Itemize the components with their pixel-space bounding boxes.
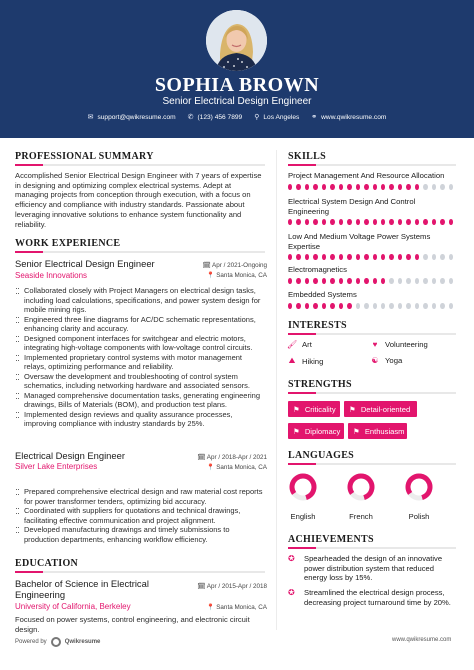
skill-dot [322, 184, 326, 190]
skill-item [288, 171, 453, 190]
skill-dot [339, 278, 343, 284]
experience-divider [15, 251, 265, 253]
language-label: Polish [408, 512, 430, 521]
achievements-divider [288, 547, 456, 549]
job-location: 📍 Santa Monica, CA [206, 464, 267, 471]
education-dates-text: Apr / 2015-Apr / 2018 [206, 583, 267, 590]
job-dates-text: Apr / 2021-Ongoing [212, 262, 267, 269]
skill-dot [373, 254, 377, 260]
skill-dot [339, 184, 343, 190]
interest-item [370, 340, 428, 349]
skill-dot [381, 184, 385, 190]
skill-dot [449, 219, 453, 225]
languages-divider [288, 463, 456, 465]
candidate-title: Senior Electrical Design Engineer [162, 96, 312, 107]
skill-dot [296, 254, 300, 260]
skill-dot [347, 254, 351, 260]
brush-icon: 🖌 [287, 340, 298, 349]
job-dates-text: Apr / 2018-Apr / 2021 [206, 454, 267, 461]
skill-label: Low And Medium Voltage Power Systems Expertise [288, 232, 431, 251]
skill-dot [423, 303, 427, 309]
education-heading: EDUCATION [15, 558, 79, 569]
interest-item [287, 356, 323, 366]
skill-dot [356, 219, 360, 225]
skill-dot [381, 254, 385, 260]
footer-powered [15, 637, 100, 647]
skill-dot [364, 278, 368, 284]
skill-dot [432, 184, 436, 190]
skill-dot [364, 254, 368, 260]
contact-email[interactable] [88, 113, 176, 121]
skill-dot [356, 278, 360, 284]
skill-dot [440, 278, 444, 284]
list-item: Implemented design reviews and quality assurance processes, improving compliance with industry standards by 25%. [15, 410, 265, 429]
strength-chip [344, 401, 417, 417]
skill-dot [339, 303, 343, 309]
skill-dot [406, 278, 410, 284]
skill-item [288, 232, 453, 260]
language-meter [347, 473, 375, 501]
skill-dot [415, 219, 419, 225]
skill-dot [389, 184, 393, 190]
skill-dot [440, 254, 444, 260]
skill-label: Embedded Systems [288, 290, 357, 299]
job-bullets [15, 286, 265, 429]
hand-heart-icon: ♥ [372, 340, 378, 349]
skill-dot [313, 254, 317, 260]
location-pin-icon: ⚲ [254, 114, 260, 121]
skill-dot [449, 303, 453, 309]
achievement-text: Streamlined the electrical design process, decreasing project turnaround time by 20%. [304, 588, 451, 607]
job-title: Senior Electrical Design Engineer [15, 258, 155, 269]
skill-dot [296, 219, 300, 225]
hiking-icon: ⛰ [288, 356, 296, 365]
skill-dot [406, 303, 410, 309]
candidate-name: SOPHIA BROWN [154, 74, 320, 96]
skill-dot [305, 219, 309, 225]
skill-dot [364, 303, 368, 309]
strength-label: Diplomacy [304, 426, 341, 436]
skill-dot [313, 184, 317, 190]
skill-dot [398, 184, 402, 190]
resume-header [0, 0, 474, 138]
strength-chip [288, 423, 344, 439]
skill-rating [288, 303, 453, 309]
education-dates: 🗓 Apr / 2015-Apr / 2018 [197, 583, 267, 590]
skill-label: Project Management And Resource Allocation [288, 171, 445, 180]
interests-divider [288, 333, 456, 335]
skill-dot [288, 219, 292, 225]
flag-icon: ⚑ [349, 404, 356, 414]
strength-label: Enthusiasm [364, 426, 405, 436]
flag-icon: ⚑ [293, 404, 300, 414]
skill-dot [356, 254, 360, 260]
skill-dot [322, 278, 326, 284]
website-text: www.qwikresume.com [321, 113, 387, 121]
contact-website[interactable] [311, 113, 386, 121]
skill-dot [305, 278, 309, 284]
interest-item [287, 340, 312, 349]
skill-dot [347, 278, 351, 284]
brand-text: Qwikresume [64, 639, 101, 645]
skill-dot [347, 219, 351, 225]
skill-dot [330, 303, 334, 309]
list-item: Prepared comprehensive electrical design and raw material cost reports for power transformer tenders, optimizing bid accuracy. [15, 487, 265, 506]
skill-item [288, 197, 453, 225]
job-bullets [15, 487, 265, 544]
skill-dot [364, 219, 368, 225]
education-text: Focused on power systems, control engineering, and electronic circuit design. [15, 615, 250, 634]
strengths-divider [288, 392, 456, 394]
summary-text: Accomplished Senior Electrical Design Engineer with 7 years of expertise in designing and optimizing complex electrical systems. Adept at managing projects from conception through execution, with a focus on efficiency and compliance with industry standards. Passionate about leveraging innovative solutions to enhance system functionality and reliability. [15, 171, 262, 229]
strength-label: Criticality [304, 404, 336, 414]
skill-dot [389, 254, 393, 260]
skill-dot [330, 184, 334, 190]
skill-rating [288, 219, 453, 225]
strength-chip [288, 401, 340, 417]
skill-dot [381, 219, 385, 225]
envelope-icon: ✉ [87, 114, 94, 121]
summary-heading: PROFESSIONAL SUMMARY [15, 151, 154, 162]
school-name: University of California, Berkeley [15, 602, 131, 611]
skill-dot [288, 278, 292, 284]
skill-dot [432, 278, 436, 284]
flag-icon: ⚑ [293, 426, 300, 436]
skill-dot [356, 303, 360, 309]
language-label: English [290, 512, 316, 521]
job-location-text: Santa Monica, CA [216, 272, 267, 279]
skill-dot [449, 184, 453, 190]
skill-dot [339, 219, 343, 225]
contact-bar [0, 113, 474, 121]
languages-heading: LANGUAGES [288, 450, 355, 461]
qwikresume-logo-icon [51, 637, 61, 647]
interest-item [370, 356, 402, 365]
education-divider [15, 571, 265, 573]
strength-label: Detail-oriented [360, 404, 411, 414]
interest-label: Hiking [302, 356, 324, 366]
education-location-text: Santa Monica, CA [216, 604, 267, 611]
powered-by-text: Powered by [15, 639, 47, 645]
skill-dot [381, 303, 385, 309]
skill-dot [440, 219, 444, 225]
skill-dot [288, 254, 292, 260]
skill-dot [449, 254, 453, 260]
phone-icon: ✆ [187, 114, 194, 121]
list-item: Developed manufacturing drawings and timely submissions to production departments, enhancing workflow efficiency. [15, 525, 265, 544]
skill-dot [415, 184, 419, 190]
contact-phone[interactable] [188, 113, 243, 121]
skill-dot [423, 184, 427, 190]
skill-dot [440, 303, 444, 309]
achievement-item [288, 588, 458, 607]
achievement-item [288, 554, 458, 583]
skills-divider [288, 164, 456, 166]
location-text: Los Angeles [263, 113, 300, 121]
skill-label: Electrical System Design And Control Engineering [288, 197, 416, 216]
skill-dot [313, 303, 317, 309]
skill-item [288, 265, 453, 284]
skill-dot [389, 303, 393, 309]
list-item: Managed comprehensive documentation tasks, generating engineering drawings, Bills of Materials (BOM), and production test plans. [15, 391, 265, 410]
skill-dot [406, 184, 410, 190]
skill-rating [288, 278, 453, 284]
interest-label: Art [302, 340, 312, 349]
skill-dot [389, 219, 393, 225]
skill-dot [322, 303, 326, 309]
summary-divider [15, 164, 265, 166]
skill-dot [415, 278, 419, 284]
job-title: Electrical Design Engineer [15, 450, 125, 461]
contact-location [254, 113, 299, 121]
skill-dot [305, 184, 309, 190]
skill-rating [288, 184, 453, 190]
skill-dot [347, 184, 351, 190]
skill-dot [373, 184, 377, 190]
job-dates: 🗓 Apr / 2021-Ongoing [202, 262, 267, 269]
skill-dot [373, 303, 377, 309]
interests-heading: INTERESTS [288, 320, 347, 331]
skill-dot [322, 219, 326, 225]
skill-dot [305, 303, 309, 309]
strength-chip [348, 423, 407, 439]
phone-text: (123) 456 7899 [197, 113, 243, 121]
skill-dot [296, 278, 300, 284]
strengths-heading: STRENGTHS [288, 379, 352, 390]
skill-dot [347, 303, 351, 309]
education-location: 📍 Santa Monica, CA [206, 604, 267, 611]
skill-item [288, 290, 453, 309]
language-meter [289, 473, 317, 501]
footer-site[interactable]: www.qwikresume.com [392, 637, 452, 643]
language-meter [405, 473, 433, 501]
skills-heading: SKILLS [288, 151, 326, 162]
skill-dot [356, 184, 360, 190]
column-divider [276, 150, 277, 630]
job-company: Silver Lake Enterprises [15, 462, 98, 471]
skill-dot [330, 278, 334, 284]
interest-label: Volunteering [385, 340, 428, 349]
skill-dot [423, 278, 427, 284]
skill-dot [296, 303, 300, 309]
list-item: Oversaw the development and troubleshooting of control system schematics, including networking hardware and associated sensors. [15, 372, 265, 391]
language-label: French [349, 512, 373, 521]
interest-label: Yoga [385, 356, 403, 365]
skill-dot [398, 219, 402, 225]
skill-dot [305, 254, 309, 260]
skill-dot [449, 278, 453, 284]
skill-dot [330, 254, 334, 260]
list-item: Designed component interfaces for switchgear and electric motors, integrating high-voltage components with low-voltage control circuits. [15, 334, 265, 353]
yoga-icon: ☯ [371, 356, 379, 365]
skill-dot [398, 303, 402, 309]
list-item: Coordinated with suppliers for quotations and technical drawings, facilitating effective communication and project alignment. [15, 506, 265, 525]
skill-dot [364, 184, 368, 190]
skill-dot [406, 219, 410, 225]
list-item: Implemented proprietary control systems with motor management relays, optimizing performance and reliability. [15, 353, 265, 372]
skill-dot [373, 278, 377, 284]
skill-dot [330, 219, 334, 225]
skill-dot [415, 254, 419, 260]
job-dates: 🗓 Apr / 2018-Apr / 2021 [197, 454, 267, 461]
skill-dot [432, 254, 436, 260]
skill-dot [398, 254, 402, 260]
skill-dot [432, 219, 436, 225]
flag-icon: ⚑ [353, 426, 360, 436]
skill-dot [313, 278, 317, 284]
skill-dot [415, 303, 419, 309]
skill-dot [398, 278, 402, 284]
skill-dot [322, 254, 326, 260]
list-item: Collaborated closely with Project Managers on electrical design tasks, including load calculations, specifications, and power system design for mobile mining rigs. [15, 286, 265, 315]
achievements-heading: ACHIEVEMENTS [288, 534, 374, 545]
skill-dot [389, 278, 393, 284]
link-icon: ⚭ [311, 114, 318, 121]
skill-dot [373, 219, 377, 225]
skill-dot [423, 254, 427, 260]
degree-title: Bachelor of Science in Electrical Engineering [15, 578, 149, 600]
skill-dot [381, 278, 385, 284]
skill-dot [432, 303, 436, 309]
achievement-text: Spearheaded the design of an innovative power distribution system that reduced energy loss by 15%. [304, 554, 443, 583]
skill-dot [288, 184, 292, 190]
skill-dot [406, 254, 410, 260]
skill-rating [288, 254, 453, 260]
email-text: support@qwikresume.com [97, 113, 176, 121]
skill-dot [440, 184, 444, 190]
skill-dot [288, 303, 292, 309]
skill-dot [296, 184, 300, 190]
bulb-icon: ✪ [288, 588, 295, 597]
skill-dot [339, 254, 343, 260]
skill-dot [313, 219, 317, 225]
bulb-icon: ✪ [288, 554, 295, 563]
experience-heading: WORK EXPERIENCE [15, 238, 121, 249]
job-location-text: Santa Monica, CA [216, 464, 267, 471]
job-location: 📍 Santa Monica, CA [206, 272, 267, 279]
list-item: Engineered three line diagrams for AC/DC schematic representations, enhancing clarity and accuracy. [15, 315, 265, 334]
job-company: Seaside Innovations [15, 271, 88, 280]
profile-photo [206, 10, 267, 71]
skill-dot [423, 219, 427, 225]
skill-label: Electromagnetics [288, 265, 347, 274]
